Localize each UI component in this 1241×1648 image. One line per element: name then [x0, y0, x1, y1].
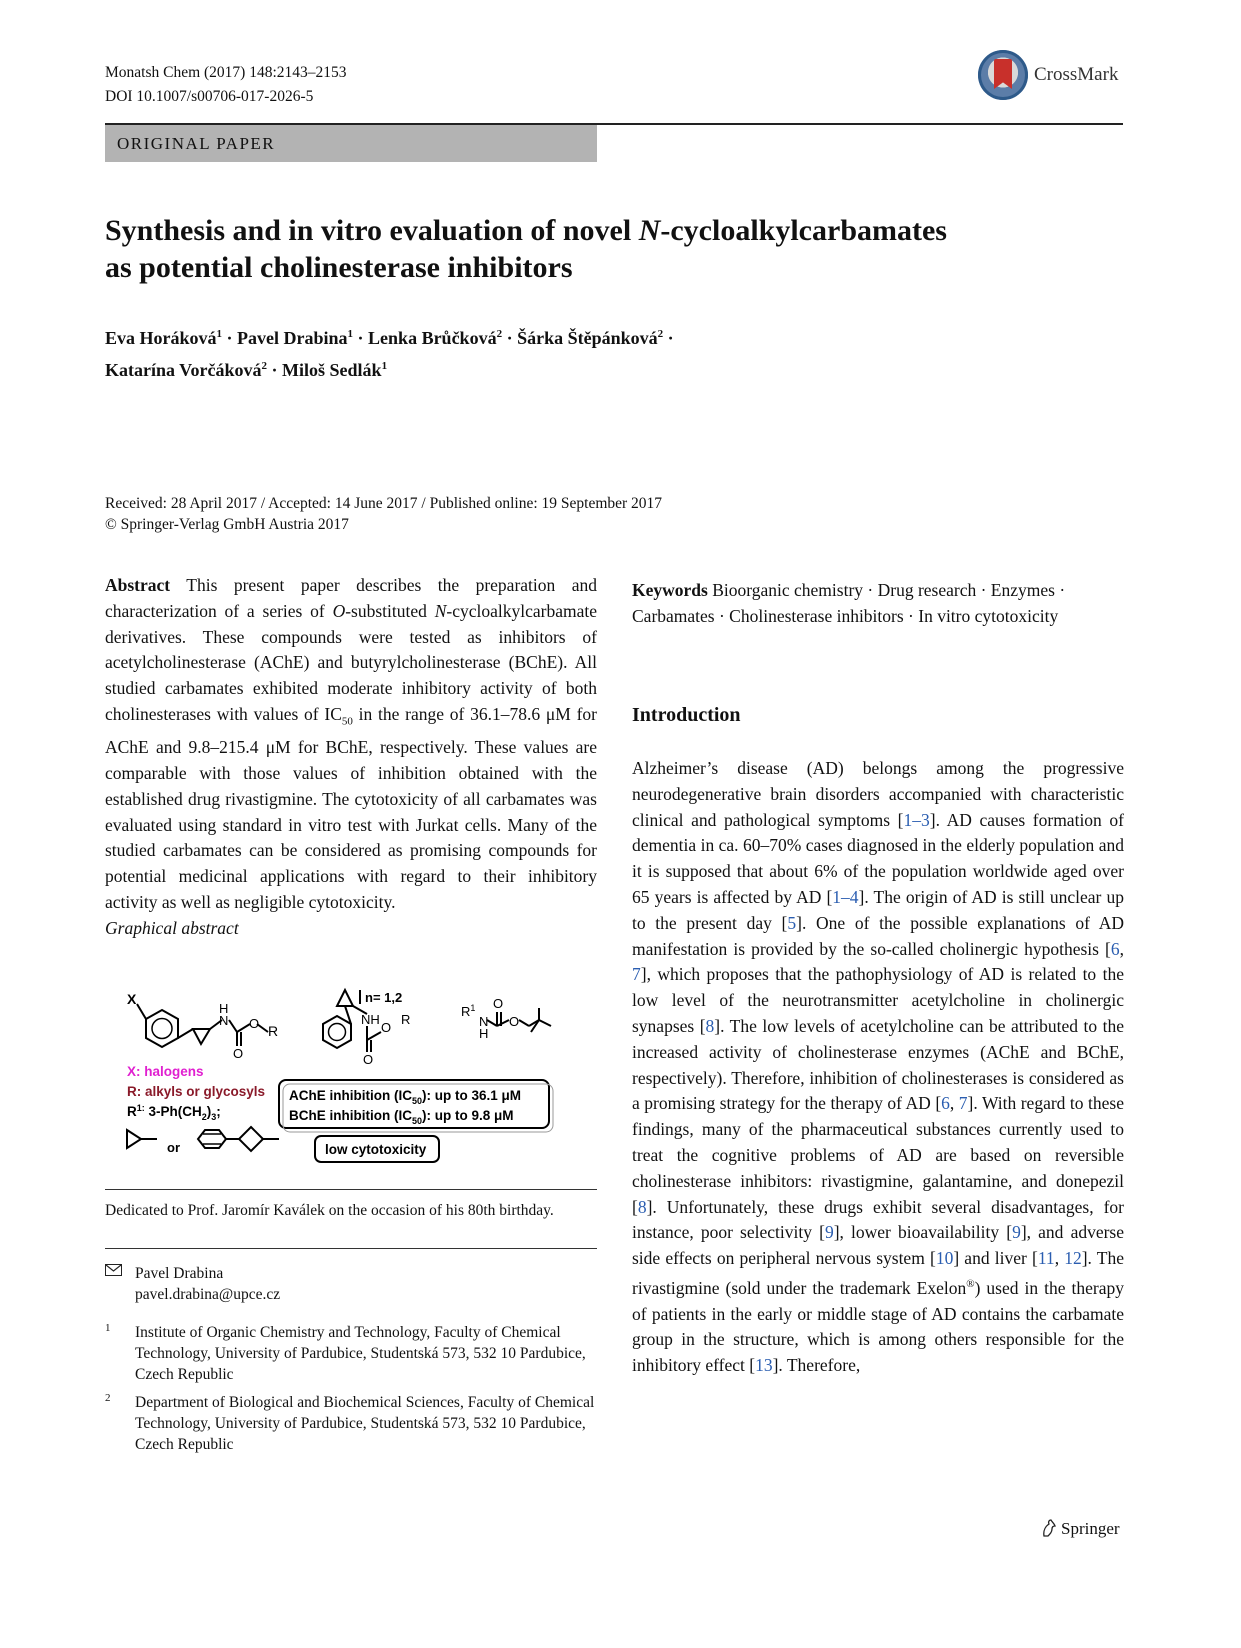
springer-label: Springer	[1061, 1519, 1120, 1538]
r1-label: $R^1$	[461, 1003, 476, 1019]
n-atom: N	[219, 1013, 229, 1028]
crossmark-label: CrossMark	[1034, 64, 1119, 85]
affiliation-1: 1 Institute of Organic Chemistry and Technology, Faculty of Chemical Technology, University of Pardubice, Studentská 573, 532 10 Pardubice, Czech Republic	[105, 1322, 586, 1383]
keywords-list: Bioorganic chemistry · Drug research · Enzymes · Carbamates · Cholinesterase inhibitors · In vitro cytotoxicity	[632, 580, 1066, 626]
citation-link[interactable]: 9	[1012, 1222, 1021, 1243]
r-substituent-label: R	[268, 1023, 279, 1039]
title-italic: N	[638, 214, 661, 247]
ring-size-label: n= 1,2	[365, 990, 403, 1005]
citation-link[interactable]: 1–4	[832, 886, 859, 907]
citation-link[interactable]: 10	[935, 1248, 954, 1269]
citation-link[interactable]: 13	[755, 1355, 773, 1376]
o-atom: O	[249, 1016, 260, 1031]
crossmark-badge[interactable]	[978, 48, 1118, 106]
author[interactable]: Eva Horáková$^1$	[105, 328, 223, 348]
author[interactable]: Šárka Štěpánková$^2$	[517, 328, 664, 348]
graphical-abstract-label: Graphical abstract	[105, 917, 239, 938]
citation-link[interactable]: 5	[787, 912, 797, 933]
citation-link[interactable]: 6	[1110, 938, 1120, 959]
journal-doi[interactable]: DOI 10.1007/s00706-017-2026-5	[105, 88, 314, 105]
keywords	[632, 578, 1124, 630]
corresponding-author-email[interactable]: pavel.drabina@upce.cz	[135, 1286, 281, 1303]
r1-description: $R^{1:}$ $3-Ph(CH_2)_3$;	[127, 1103, 221, 1122]
o-atom-3b: O	[509, 1014, 520, 1029]
crossmark-icon	[978, 50, 1028, 100]
author-list: Eva Horáková$^1$ · Pavel Drabina$^1$ · Lenka Brůčková$^2$ · Šárka Štěpánková$^2$ · Katarína Vorčáková$^2$ · Miloš Sedlák$^1$	[105, 328, 674, 380]
h-atom: H	[219, 1001, 229, 1016]
introduction-paragraph: Alzheimer’s disease (AD) belongs among the progressive neurodegenerative brain disorders accompanied with characteristic clinical and pathological symptoms [1–3]. AD causes formation of dementia in ca. 60–70% cases diagnosed in the elderly population and it is supposed that about 6% of the population worldwide aged over 65 years is affected by AD [1–4]. The origin of AD is still unclear up to the present day [5]. One of the possible explanations of AD manifestation is provided by the so-called cholinergic hypothesis [6, 7], which proposes that the pathophysiology of AD is related to the low level of the neurotransmitter acetylcholine in cholinergic synapses [8]. The low levels of acetylcholine can be attributed to the increased activity of cholinesterase enzymes (AChE and BChE, respectively). Therefore, inhibition of cholinesterases is considered as a promising strategy for the therapy of AD [6, 7]. With regard to these findings, many of the pharmaceutical substances currently used to treat the cognitive problems of AD are based on reversible cholinesterase inhibitors: rivastigmine, galantamine, and donepezil [8]. Unfortunately, these drugs exhibit several disadvantages, for instance, poor selectivity [9], lower bioavailability [9], and adverse side effects on peripheral nervous system [10] and liver [11, 12]. The rivastigmine (sold under the trademark Exelon®) used in the therapy of patients in the early or middle stage of AD contains the carbamate group in the structure, which is among others responsible for the inhibitory effect [13]. Therefore,	[632, 758, 1125, 1376]
citation-link[interactable]: 8	[637, 1196, 647, 1217]
envelope-icon	[105, 1264, 122, 1276]
r-substituent-label-2: R	[401, 1012, 411, 1027]
cytotoxicity-label: low cytotoxicity	[325, 1142, 427, 1157]
springer-logo	[1040, 1518, 1120, 1539]
springer-horse-icon	[1040, 1518, 1058, 1538]
paper-title	[105, 212, 1065, 286]
author[interactable]: Lenka Brůčková$^2$	[368, 328, 503, 348]
paper-type-label: ORIGINAL PAPER	[105, 125, 597, 162]
dedication-rule	[105, 1189, 597, 1190]
o-atom-3: O	[493, 996, 504, 1011]
journal-citation: Monatsh Chem (2017) 148:2143–2153	[105, 64, 347, 81]
r-description: R: alkyls or glycosyls	[127, 1084, 266, 1099]
title-part-2: -cycloalkylcarbamates	[660, 214, 947, 247]
graphical-abstract-figure	[105, 980, 597, 1170]
citation-link[interactable]: 1–3	[903, 809, 930, 830]
dedication: Dedicated to Prof. Jaromír Kaválek on the occasion of his 80th birthday.	[105, 1202, 554, 1219]
nh-group: NH	[361, 1012, 380, 1027]
r1-options	[127, 1127, 279, 1151]
citation-link[interactable]: 11	[1037, 1248, 1055, 1269]
citation-link[interactable]: 8	[705, 1015, 715, 1036]
citation-link[interactable]: 7	[958, 1093, 968, 1114]
correspondence	[105, 1263, 597, 1305]
n-atom-3: N	[479, 1014, 489, 1029]
keywords-label: Keywords	[632, 580, 708, 600]
copyright-line: © Springer-Verlag GmbH Austria 2017	[105, 516, 349, 533]
corresponding-author-name: Pavel Drabina	[135, 1265, 224, 1282]
abstract: Abstract This present paper describes the preparation and characterization of a series of O-substituted N-cycloalkylcarbamate derivatives. These compounds were tested as inhibitors of acetylcholinesterase (AChE) and butyrylcholinesterase (BChE). All studied carbamates exhibited moderate inhibitory activity of both cholinesterases with values of $IC_{50}$ in the range of 36.1–78.6 μM for AChE and 9.8–215.4 μM for BChE, respectively. These values are comparable with those values of inhibition obtained with the established drug rivastigmine. The cytotoxicity of all carbamates was evaluated using standard in vitro test with Jurkat cells. Many of the studied carbamates can be considered as promising compounds for potential medicinal applications with regard to their inhibitory activity as well as negligible cytotoxicity. Graphical abstract	[105, 575, 598, 938]
author[interactable]: Katarína Vorčáková$^2$	[105, 360, 268, 380]
citation-link[interactable]: 6	[941, 1093, 950, 1114]
introduction-heading: Introduction	[632, 704, 741, 726]
author[interactable]: Pavel Drabina$^1$	[237, 328, 354, 348]
citation-link[interactable]: 12	[1064, 1248, 1082, 1269]
or-label: or	[167, 1140, 180, 1155]
x-substituent-label: X	[127, 991, 137, 1007]
o-atom-carbonyl: O	[233, 1046, 244, 1061]
graphical-abstract	[105, 980, 597, 1170]
o-atom-carbonyl-2: O	[363, 1052, 374, 1067]
h-atom-3: H	[479, 1026, 489, 1041]
author[interactable]: Miloš Sedlák$^1$	[282, 360, 388, 380]
affiliation-2: 2 Department of Biological and Biochemical Sciences, Faculty of Chemical Technology, University of Pardubice, Studentská 573, 532 10 Pardubice, Czech Republic	[105, 1392, 595, 1453]
title-part-1: Synthesis and in vitro evaluation of novel	[105, 214, 639, 247]
x-description: X: halogens	[127, 1064, 204, 1079]
o-atom-ester: O	[381, 1020, 392, 1035]
abstract-label: Abstract	[105, 575, 171, 595]
ache-inhibition-text: AChE inhibition $(IC_{50})$: up to 36.1 μM	[289, 1088, 522, 1106]
correspondence-rule	[105, 1248, 597, 1249]
title-line-2: as potential cholinesterase inhibitors	[105, 251, 573, 284]
citation-link[interactable]: 7	[632, 964, 641, 985]
publication-dates: Received: 28 April 2017 / Accepted: 14 June 2017 / Published online: 19 September 2017	[105, 495, 663, 512]
citation-link[interactable]: 9	[824, 1222, 834, 1243]
bche-inhibition-text: BChE inhibition $(IC_{50})$: up to 9.8 μM	[289, 1108, 514, 1126]
